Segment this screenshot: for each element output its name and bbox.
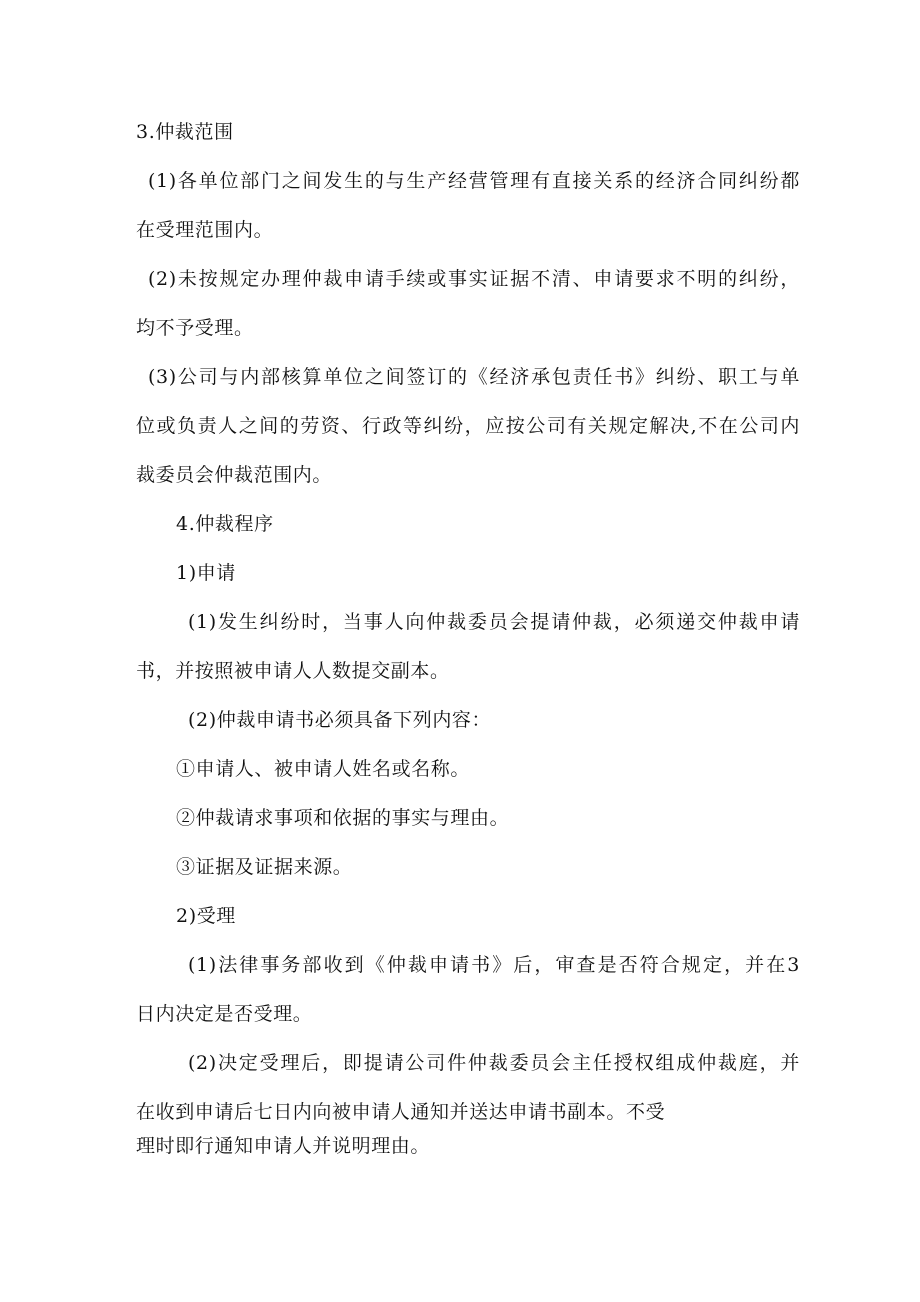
acceptance-item-1-line-2: 日内决定是否受理。 bbox=[136, 1003, 313, 1025]
requirement-item-3: ③证据及证据来源。 bbox=[176, 856, 353, 878]
subsection-heading-acceptance: 2)受理 bbox=[176, 905, 236, 927]
scope-item-2-line-2: 均不予受理。 bbox=[136, 317, 254, 339]
acceptance-item-2-line-3: 理时即行通知申请人并说明理由。 bbox=[136, 1135, 431, 1157]
scope-item-1-line-1: (1)各单位部门之间发生的与生产经营管理有直接关系的经济合同纠纷都 bbox=[148, 170, 800, 192]
acceptance-item-2-line-1: (2)决定受理后，即提请公司件仲裁委员会主任授权组成仲裁庭，并 bbox=[188, 1052, 800, 1074]
acceptance-item-2-line-2: 在收到申请后七日内向被申请人通知并送达申请书副本。不受 bbox=[136, 1101, 666, 1123]
subsection-heading-application: 1)申请 bbox=[176, 562, 236, 584]
scope-item-3-line-1: (3)公司与内部核算单位之间签订的《经济承包责任书》纠纷、职工与单 bbox=[148, 366, 800, 388]
application-item-1-line-1: (1)发生纠纷时，当事人向仲裁委员会提请仲裁，必须递交仲裁申请 bbox=[188, 611, 800, 633]
application-item-2: (2)仲裁申请书必须具备下列内容： bbox=[188, 709, 492, 731]
application-item-1-line-2: 书，并按照被申请人人数提交副本。 bbox=[136, 660, 450, 682]
scope-item-1-line-2: 在受理范围内。 bbox=[136, 219, 274, 241]
scope-item-2-line-1: (2)未按规定办理仲裁申请手续或事实证据不清、申请要求不明的纠纷， bbox=[148, 268, 800, 290]
requirement-item-2: ②仲裁请求事项和依据的事实与理由。 bbox=[176, 807, 510, 829]
requirement-item-1: ①申请人、被申请人姓名或名称。 bbox=[176, 758, 471, 780]
section-heading-arbitration-procedure: 4.仲裁程序 bbox=[176, 513, 274, 535]
scope-item-3-line-3: 裁委员会仲裁范围内。 bbox=[136, 464, 333, 486]
scope-item-3-line-2: 位或负责人之间的劳资、行政等纠纷，应按公司有关规定解决,不在公司内 bbox=[136, 415, 800, 437]
acceptance-item-1-line-1: (1)法律事务部收到《仲裁申请书》后，审查是否符合规定，并在3 bbox=[188, 954, 800, 976]
section-heading-arbitration-scope: 3.仲裁范围 bbox=[136, 121, 234, 143]
